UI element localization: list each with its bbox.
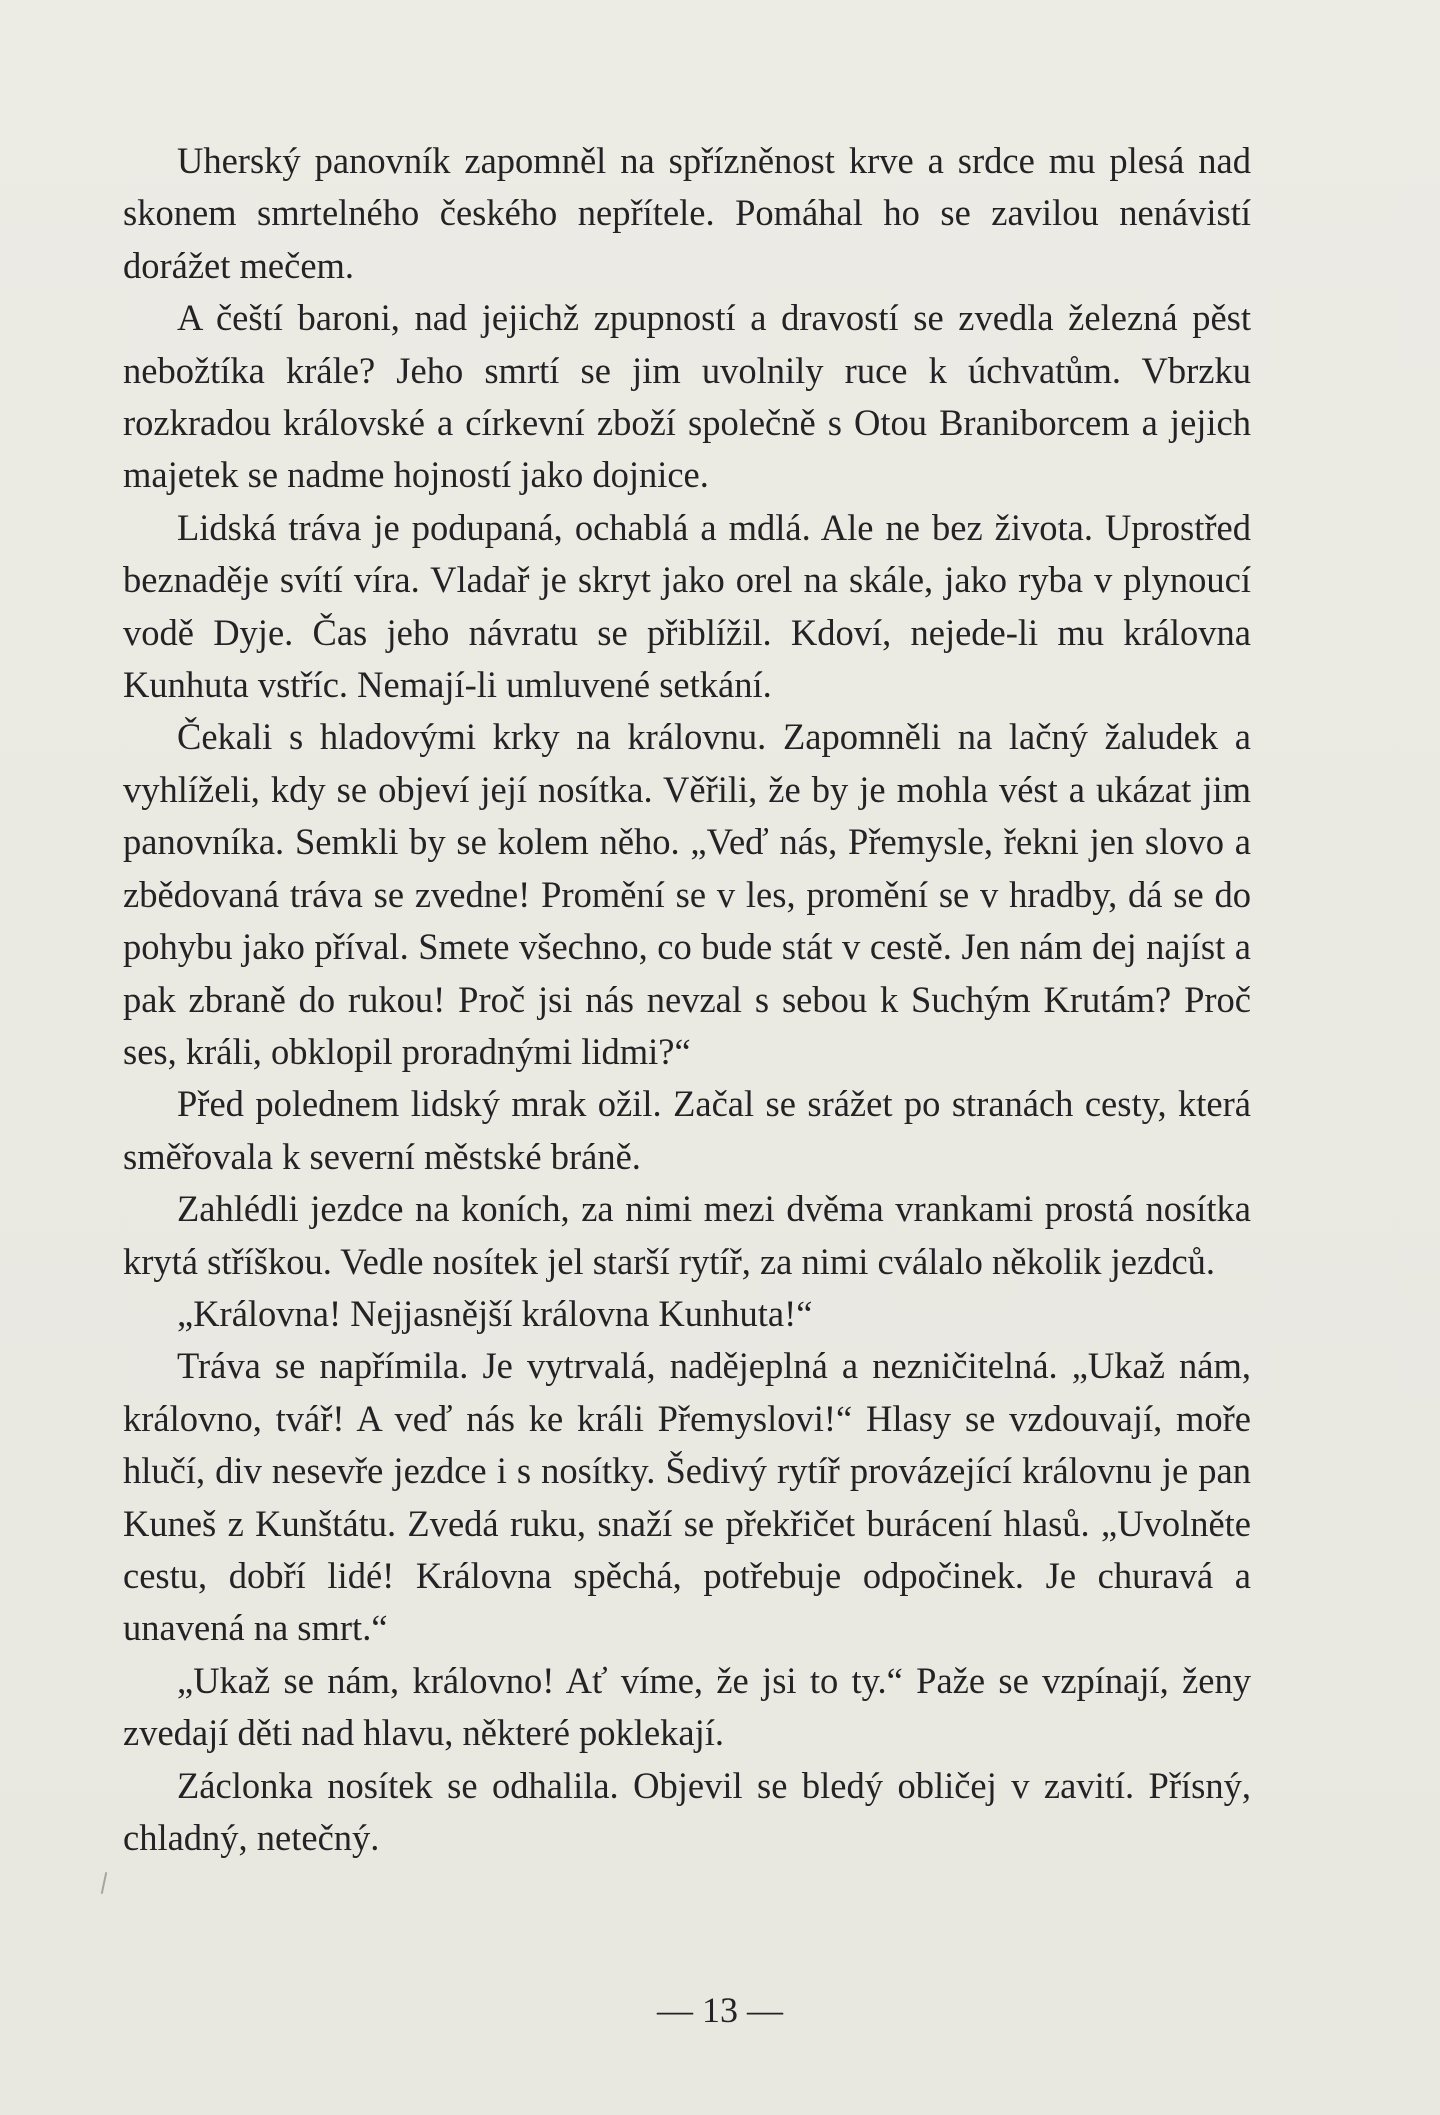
paragraph: Před polednem lidský mrak ožil. Začal se srážet po stranách cesty, která směřovala k severní městské bráně. <box>123 1083 1251 1177</box>
body-text <box>123 135 1251 1864</box>
paragraph: „Ukaž se nám, královno! Ať víme, že jsi to ty.“ Paže se vzpínají, ženy zvedají děti nad hlavu, některé poklekají. <box>123 1659 1251 1754</box>
paragraph: Lidská tráva je podupaná, ochablá a mdlá. Ale ne bez života. Uprostřed beznaděje svítí víra. Vladař je skryt jako orel na skále, jako ryba v plynoucí vodě Dyje. Čas jeho návratu se přiblížil. Kdoví, nejede-li mu královna Kunhuta vstříc. Nemají-li umluvené setkání. <box>123 506 1251 706</box>
paragraph: Záclonka nosítek se odhalila. Objevil se bledý obličej v zavití. Přísný, chladný, netečný. <box>123 1764 1251 1858</box>
paragraph: Tráva se napřímila. Je vytrvalá, nadějeplná a nezničitelná. „Ukaž nám, královno, tvář! A veď nás ke králi Přemyslovi!“ Hlasy se vzdouvají, moře hlučí, div nesevře jezdce i s nosítky. Šedivý rytíř provázející královnu je pan Kuneš z Kunštátu. Zvedá ruku, snaží se překřičet burácení hlasů. „Uvolněte cestu, dobří lidé! Královna spěchá, potřebuje odpočinek. Je churavá a unavená na smrt.“ <box>123 1345 1251 1649</box>
paragraph: A čeští baroni, nad jejichž zpupností a dravostí se zvedla železná pěst nebožtíka krále? Jeho smrtí se jim uvolnily ruce k úchvatům. Vbrzku rozkradou královské a církevní zboží společně s Otou Braniborcem a jejich majetek se nadme hojností jako dojnice. <box>123 297 1251 496</box>
paper-mark <box>101 1872 108 1894</box>
paragraph: „Královna! Nejjasnější královna Kunhuta!“ <box>177 1292 813 1334</box>
paragraph: Čekali s hladovými krky na královnu. Zapomněli na lačný žaludek a vyhlíželi, kdy se objeví její nosítka. Věřili, že by je mohla vést a ukázat jim panovníka. Semkli by se kolem něho. „Veď nás, Přemysle, řekni jen slovo a zbědovaná tráva se zvedne! Promění se v les, promění se v hradby, dá se do pohybu jako příval. Smete všechno, co bude stát v cestě. Jen nám dej najíst a pak zbraně do rukou! Proč jsi nás nevzal s sebou k Suchým Krutám? Proč ses, králi, obklopil proradnými lidmi?“ <box>123 716 1251 1072</box>
page-number: — 13 — <box>657 1990 783 2030</box>
paragraph: Uherský panovník zapomněl na spřízněnost krve a srdce mu plesá nad skonem smrtelného českého nepřítele. Pomáhal ho se zavilou nenávistí dorážet mečem. <box>123 140 1251 286</box>
paragraph: Zahlédli jezdce na koních, za nimi mezi dvěma vrankami prostá nosítka krytá stříškou. Vedle nosítek jel starší rytíř, za nimi cválalo několik jezdců. <box>123 1188 1251 1282</box>
